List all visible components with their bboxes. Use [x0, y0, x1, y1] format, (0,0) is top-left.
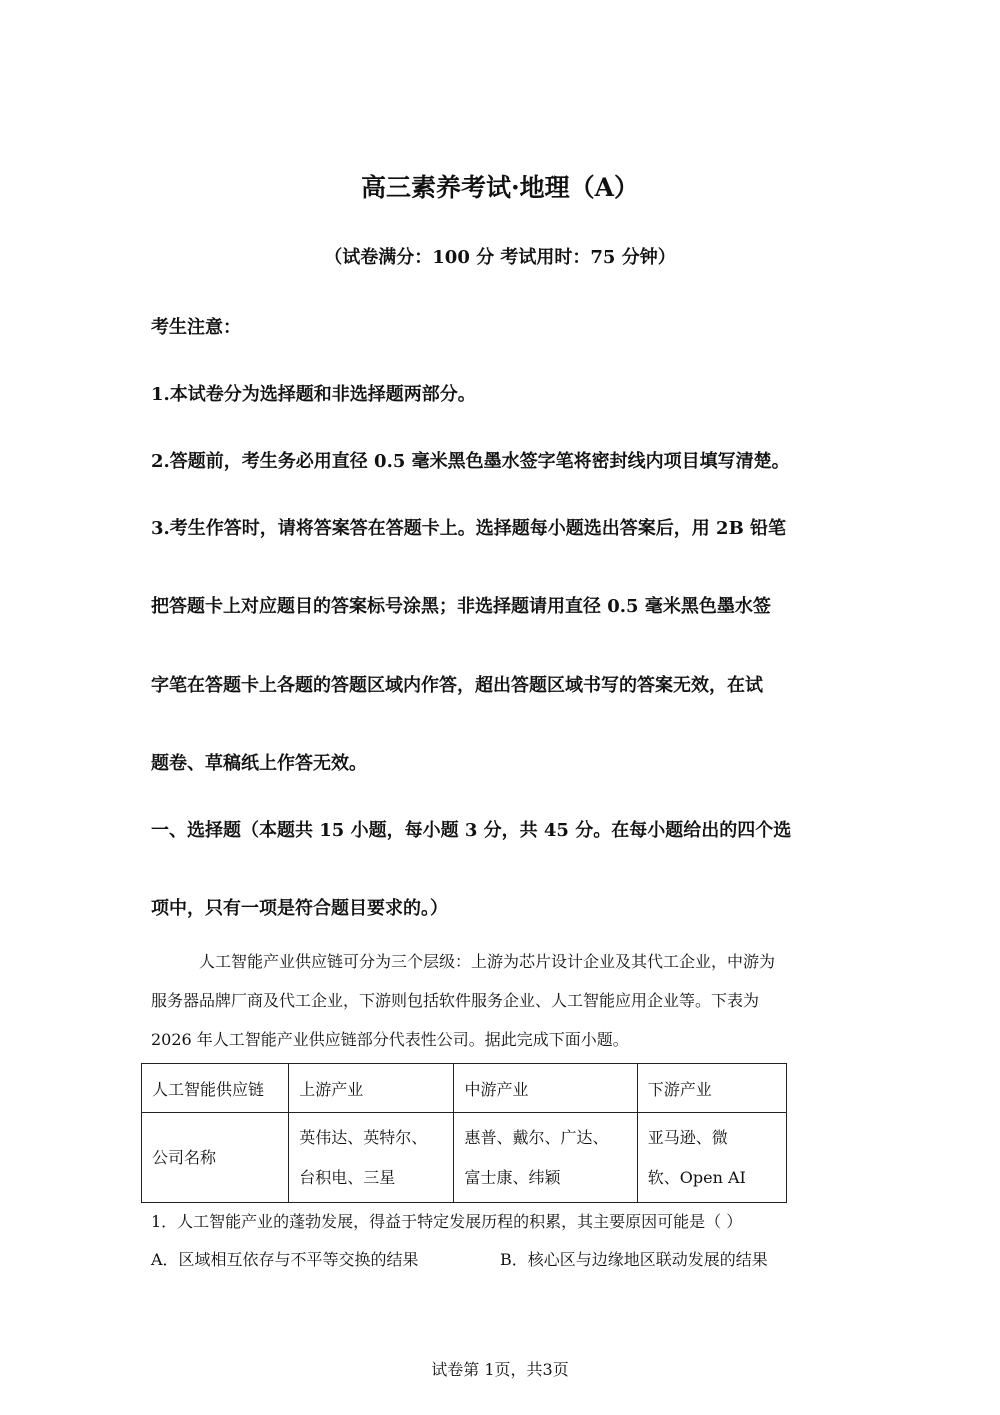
cell-line: 富士康、纬颖 — [464, 1167, 561, 1187]
table-header-row — [142, 1064, 787, 1113]
notice-item-3-line-3: 字笔在答题卡上各题的答题区域内作答，超出答题区域书写的答案无效，在试 — [151, 675, 763, 696]
notice-item-3-line-1: 3.考生作答时，请将答案答在答题卡上。选择题每小题选出答案后，用 2B 铅笔 — [151, 518, 787, 539]
cell-line: 亚马逊、微 — [647, 1127, 728, 1147]
table-row-label: 公司名称 — [142, 1113, 289, 1203]
table-cell-downstream — [637, 1113, 786, 1203]
notice-item-3-line-4: 题卷、草稿纸上作答无效。 — [151, 753, 367, 774]
table-cell-midstream — [454, 1113, 637, 1203]
passage-line-1: 人工智能产业供应链可分为三个层级：上游为芯片设计企业及其代工企业，中游为 — [199, 952, 776, 971]
table-header-cell: 中游产业 — [454, 1064, 637, 1113]
exam-title: 高三素养考试·地理（A） — [360, 173, 640, 202]
table-row — [142, 1113, 787, 1203]
table-header-cell: 人工智能供应链 — [142, 1064, 289, 1113]
table-header-cell: 上游产业 — [289, 1064, 454, 1113]
cell-line: 软、Open AI — [647, 1167, 746, 1187]
question-1-stem: 1．人工智能产业的蓬勃发展，得益于特定发展历程的积累，其主要原因可能是（ ） — [151, 1212, 743, 1231]
page-footer: 试卷第 1页，共3页 — [431, 1360, 569, 1379]
supply-chain-table — [141, 1063, 787, 1203]
question-1-option-b: B．核心区与边缘地区联动发展的结果 — [500, 1250, 768, 1269]
notice-heading: 考生注意： — [151, 317, 241, 338]
exam-subtitle: （试卷满分：100 分 考试用时：75 分钟） — [324, 247, 676, 268]
passage-line-2: 服务器品牌厂商及代工企业，下游则包括软件服务企业、人工智能应用企业等。下表为 — [151, 991, 760, 1010]
passage-line-3: 2026 年人工智能产业供应链部分代表性公司。据此完成下面小题。 — [151, 1030, 629, 1049]
section-heading-line-2: 项中，只有一项是符合题目要求的。） — [151, 898, 448, 919]
cell-line: 惠普、戴尔、广达、 — [464, 1127, 609, 1147]
cell-line: 英伟达、英特尔、 — [299, 1127, 428, 1147]
notice-item-2: 2.答题前，考生务必用直径 0.5 毫米黑色墨水签字笔将密封线内项目填写清楚。 — [151, 451, 790, 472]
notice-item-1: 1.本试卷分为选择题和非选择题两部分。 — [151, 384, 476, 405]
cell-line: 台积电、三星 — [299, 1167, 396, 1187]
table-header-cell: 下游产业 — [637, 1064, 786, 1113]
section-heading-line-1: 一、选择题（本题共 15 小题，每小题 3 分，共 45 分。在每小题给出的四个选 — [151, 820, 792, 841]
question-1-option-a: A．区域相互依存与不平等交换的结果 — [151, 1250, 419, 1269]
table-cell-upstream — [289, 1113, 454, 1203]
notice-item-3-line-2: 把答题卡上对应题目的答案标号涂黑；非选择题请用直径 0.5 毫米黑色墨水签 — [151, 596, 771, 617]
